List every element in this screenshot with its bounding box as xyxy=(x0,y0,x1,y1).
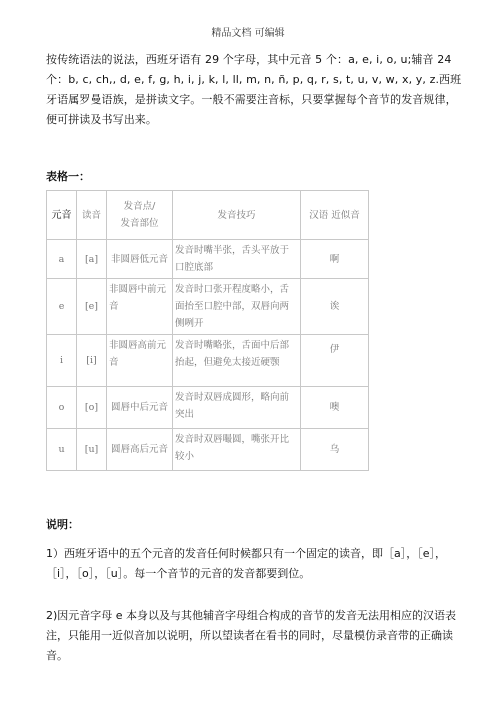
table-row xyxy=(47,279,369,335)
header-chinese: 汉语 近似音 xyxy=(301,191,369,240)
cell-place: 非圆唇中前元音 xyxy=(107,279,173,335)
table-row xyxy=(47,335,369,387)
cell-chinese: 乌 xyxy=(301,429,369,471)
notes-heading: 说明： xyxy=(46,518,79,531)
cell-chinese: 诶 xyxy=(301,279,369,335)
vowel-table xyxy=(46,190,369,471)
cell-chinese: 伊 xyxy=(301,335,369,387)
cell-reading: [o] xyxy=(77,387,107,429)
header-technique: 发音技巧 xyxy=(173,191,301,240)
header-place xyxy=(107,191,173,240)
cell-place: 圆唇高后元音 xyxy=(107,429,173,471)
cell-reading: [u] xyxy=(77,429,107,471)
cell-vowel: a xyxy=(47,240,77,279)
table-heading: 表格一： xyxy=(46,170,90,183)
intro-paragraph xyxy=(46,50,462,130)
cell-chinese: 啊 xyxy=(301,240,369,279)
table-row xyxy=(47,240,369,279)
cell-vowel: u xyxy=(47,429,77,471)
cell-technique: 发音时嘴略张，舌面中后部抬起，但避免太接近硬颚 xyxy=(173,335,301,387)
header-vowel: 元音 xyxy=(47,191,77,240)
cell-chinese: 噢 xyxy=(301,387,369,429)
note-item: 1）西班牙语中的五个元音的发音任何时候都只有一个固定的读音，即［a］，［e］，［i］，［o］，［u］。每一个音节的元音的发音都要到位。 xyxy=(46,547,447,580)
intro-text: 按传统语法的说法，西班牙语有 29 个字母，其中元音 5 个：a, e, i, o, u;辅音 24 个：b, c, ch,, d, e, f, g, h, i, j, k, l, ll, m, n, ñ, p, q, r, s, t, u, v, w, x, y, z.西班牙语属罗曼语族，是拼读文字。一般不需要注音标，只要掌握每个音节的发音规律，便可拼读及书写出来。 xyxy=(46,53,462,126)
cell-reading: [i] xyxy=(77,335,107,387)
cell-vowel: i xyxy=(47,335,77,387)
cell-technique: 发音时口张开程度略小，舌面抬至口腔中部，双唇向两侧咧开 xyxy=(173,279,301,335)
header-reading: 读音 xyxy=(77,191,107,240)
table-row xyxy=(47,387,369,429)
note-item: 2)因元音字母 e 本身以及与其他辅音字母组合构成的音节的发音无法用相应的汉语表注，只能用一近似音加以说明，所以望读者在看书的同时，尽量模仿录音带的正确读音。 xyxy=(46,609,457,662)
table-row xyxy=(47,429,369,471)
cell-technique: 发音时双唇嘬圆，嘴张开比较小 xyxy=(173,429,301,471)
cell-vowel: e xyxy=(47,279,77,335)
cell-place: 圆唇中后元音 xyxy=(107,387,173,429)
cell-reading: [e] xyxy=(77,279,107,335)
table-header-row xyxy=(47,191,369,240)
header-place-label: 发音点/ 发音部位 xyxy=(120,201,159,229)
cell-vowel: o xyxy=(47,387,77,429)
cell-place: 非圆唇高前元音 xyxy=(107,335,173,387)
cell-technique: 发音时双唇成圆形，略向前突出 xyxy=(173,387,301,429)
cell-reading: [a] xyxy=(77,240,107,279)
cell-place: 非圆唇低元音 xyxy=(107,240,173,279)
cell-technique: 发音时嘴半张，舌头平放于口腔底部 xyxy=(173,240,301,279)
page-header-note: 精品文档 可编辑 xyxy=(211,28,285,39)
